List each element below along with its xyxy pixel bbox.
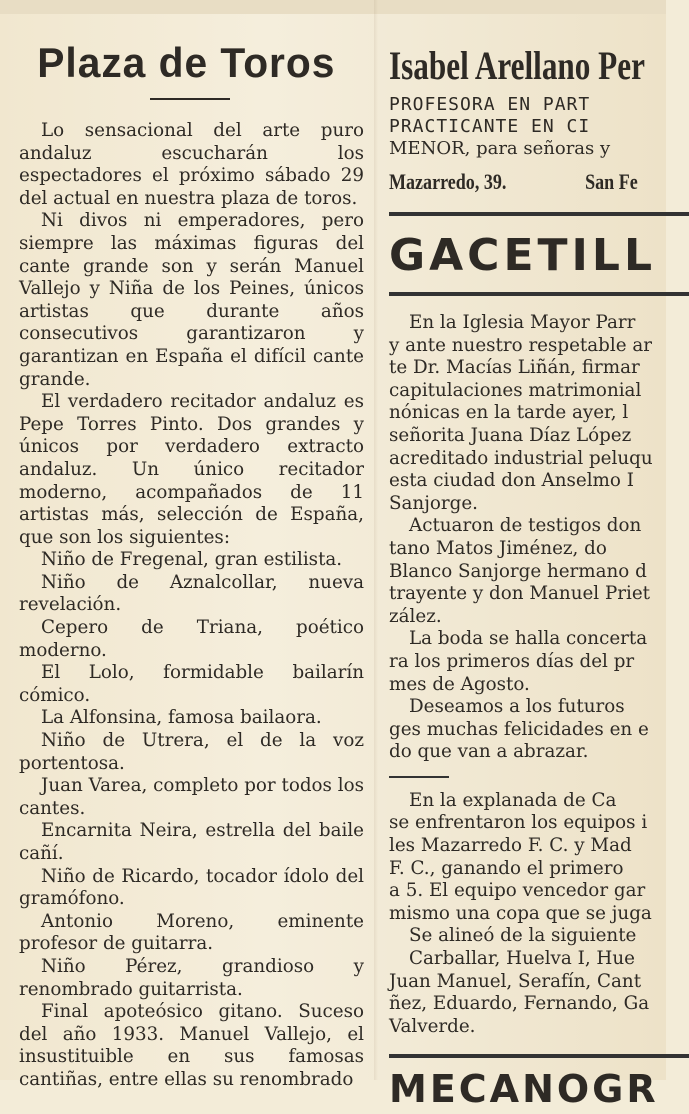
ad-line: PRACTICANTE EN CI bbox=[389, 116, 591, 137]
news-line: Actuaron de testigos don bbox=[409, 515, 642, 537]
news-line: Deseamos a los futuros bbox=[409, 696, 625, 718]
advertisement bbox=[389, 38, 679, 198]
artist-item: Niño de Utrera, el de la voz portentosa. bbox=[19, 730, 364, 774]
ad-address bbox=[389, 166, 638, 198]
section-divider bbox=[389, 292, 689, 296]
artist-item: Niño de Fregenal, gran estilista. bbox=[41, 549, 343, 571]
ad-line: MENOR, para señoras y bbox=[389, 138, 611, 159]
paragraph: El verdadero recitador andaluz es Pepe Torres Pinto. Dos grandes y únicos por verdadero extracto andaluz. Un único recitador moderno, acompañados de 11 artistas más, selección de España, que son los siguientes: bbox=[19, 391, 364, 548]
ad-address-right: San Fe bbox=[585, 169, 638, 194]
right-column bbox=[389, 38, 679, 1114]
paragraph: Ni divos ni emperadores, pero siempre las máximas figuras del cante grande son y serán Manuel Vallejo y Niña de los Peines, únicos artistas que durante años consecutivos garantizaron y garantizan en España el difícil cante grande. bbox=[19, 210, 364, 390]
section-divider bbox=[389, 212, 689, 216]
news-line: te Dr. Macías Liñán, firmar bbox=[389, 357, 640, 379]
news-line: ñez, Eduardo, Fernando, Ga bbox=[389, 993, 650, 1015]
news-line: les Mazarredo F. C. y Mad bbox=[389, 835, 632, 857]
title-underline bbox=[150, 98, 230, 100]
news-line: se enfrentaron los equipos i bbox=[389, 812, 648, 834]
artist-item: La Alfonsina, famosa bailaora. bbox=[41, 707, 322, 729]
ad-line: PROFESORA EN PART bbox=[389, 94, 591, 115]
section-divider bbox=[389, 1054, 689, 1058]
artist-item: Antonio Moreno, eminente profesor de guitarra. bbox=[19, 910, 364, 955]
news-line: Juan Manuel, Serafín, Cant bbox=[389, 970, 642, 992]
artist-item: Niño de Ricardo, tocador ídolo del gramófono. bbox=[19, 865, 364, 910]
news-line: a 5. El equipo vencedor gar bbox=[389, 880, 646, 902]
artist-item: Juan Varea, completo por todos los cantes. bbox=[19, 775, 364, 819]
column-fold bbox=[374, 0, 378, 1080]
gacetilla-body bbox=[389, 312, 679, 1038]
news-line: mes de Agosto. bbox=[389, 673, 530, 695]
news-line: Blanco Sanjorge hermano d bbox=[389, 560, 647, 582]
news-line: tano Matos Jiménez, do bbox=[389, 537, 607, 559]
news-line: zález. bbox=[389, 605, 442, 627]
article-title: Plaza de Toros bbox=[37, 39, 336, 86]
news-line: Sanjorge. bbox=[389, 492, 478, 514]
news-line: mismo una copa que se juga bbox=[389, 902, 652, 924]
news-line: Carballar, Huelva I, Hue bbox=[409, 948, 635, 970]
artist-item: El Lolo, formidable bailarín cómico. bbox=[19, 662, 364, 706]
left-article bbox=[19, 38, 364, 1092]
paragraph: Lo sensacional del arte puro andaluz escucharán los espectadores el próximo sábado 29 del actual en nuestra plaza de toros. bbox=[19, 120, 364, 209]
news-line: señorita Juana Díaz López bbox=[389, 424, 632, 446]
news-line: Se alineó de la siguiente bbox=[409, 925, 637, 947]
news-line: y ante nuestro respetable ar bbox=[389, 334, 652, 356]
news-line: nónicas en la tarde ayer, l bbox=[389, 402, 629, 424]
ad-name: Isabel Arellano Per bbox=[389, 43, 645, 88]
section-title: GACETILL bbox=[389, 230, 656, 281]
artist-item: Niño Pérez, grandioso y renombrado guitarrista. bbox=[19, 955, 364, 1000]
news-line: do que van a abrazar. bbox=[389, 741, 589, 763]
news-line: capitulaciones matrimonial bbox=[389, 379, 642, 401]
bottom-section-title: MECANOGR bbox=[389, 1067, 659, 1112]
news-line: trayente y don Manuel Priet bbox=[389, 583, 651, 605]
ad-address-left: Mazarredo, 39. bbox=[389, 169, 507, 194]
news-line: acreditado industrial peluqu bbox=[389, 447, 653, 469]
news-line: F. C., ganando el primero bbox=[389, 857, 624, 879]
news-line: ra los primeros días del pr bbox=[389, 650, 635, 672]
news-line: esta ciudad don Anselmo I bbox=[389, 470, 634, 492]
article-body bbox=[19, 120, 364, 1092]
artist-item: Niño de Aznalcollar, nueva revelación. bbox=[19, 571, 364, 616]
artist-item: Cepero de Triana, poético moderno. bbox=[19, 617, 364, 661]
news-line: En la Iglesia Mayor Parr bbox=[409, 312, 636, 333]
news-line: ges muchas felicidades en e bbox=[389, 718, 649, 740]
news-line: La boda se halla concerta bbox=[409, 628, 648, 650]
closing-paragraph: Final apoteósico gitano. Suceso del año 1933. Manuel Vallejo, el insustituible en sus famosas cantiñas, entre ellas su renombrado bbox=[19, 1001, 364, 1090]
news-separator bbox=[389, 776, 449, 778]
artist-item: Encarnita Neira, estrella del baile cañí. bbox=[19, 820, 364, 864]
news-line: Valverde. bbox=[389, 1015, 476, 1037]
news-line: En la explanada de Ca bbox=[409, 789, 617, 811]
top-edge bbox=[0, 0, 666, 14]
